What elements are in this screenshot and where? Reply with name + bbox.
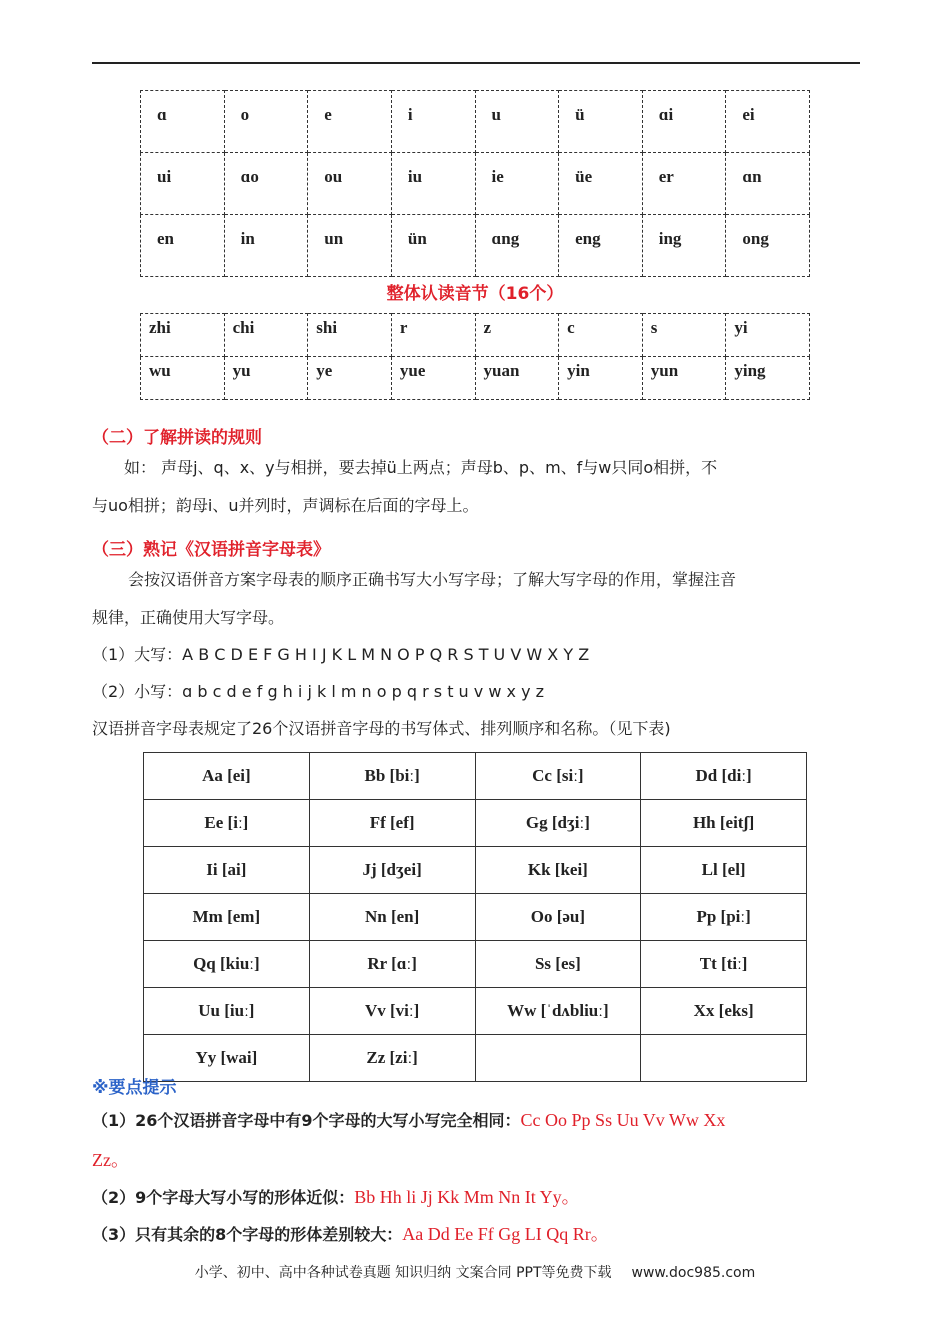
finals-cell: er	[642, 153, 726, 215]
alphabet-body	[144, 753, 807, 1082]
syllable-cell: zhi	[141, 314, 225, 357]
syllable-cell: s	[642, 314, 726, 357]
alphabet-cell: Ee [iː]	[144, 800, 310, 847]
alphabet-cell: Nn [en]	[309, 894, 475, 941]
alphabet-row	[144, 847, 807, 894]
section3-line1: 会按汉语併音方案字母表的顺序正确书写大小写字母；了解大写字母的作用，掌握注音	[128, 570, 737, 589]
alphabet-cell: Xx [eks]	[641, 988, 807, 1035]
alphabet-cell: Zz [ziː]	[309, 1035, 475, 1082]
header-rule	[92, 62, 860, 64]
section2-heading: （二）了解拼读的规则	[92, 428, 262, 448]
alphabet-row	[144, 753, 807, 800]
syllable-cell: yuan	[475, 357, 559, 400]
finals-row	[141, 215, 810, 277]
finals-cell: in	[224, 215, 308, 277]
alphabet-cell: Uu [iuː]	[144, 988, 310, 1035]
syllable-cell: chi	[224, 314, 308, 357]
alphabet-cell	[641, 1035, 807, 1082]
alphabet-cell: Gg [dʒiː]	[475, 800, 641, 847]
footer-url[interactable]: www.doc985.com	[631, 1265, 756, 1281]
alphabet-cell: Ss [es]	[475, 941, 641, 988]
finals-cell: iu	[391, 153, 475, 215]
alphabet-cell: Aa [ei]	[144, 753, 310, 800]
finals-cell: üe	[559, 153, 643, 215]
finals-cell: u	[475, 91, 559, 153]
section3-line2: 规律，正确使用大写字母。	[92, 608, 285, 627]
finals-cell: ɑi	[642, 91, 726, 153]
lowercase-line: （2）小写：ɑ b c d e f g h i j k l m n o p q r s t u v w x y z	[92, 682, 545, 701]
alphabet-row	[144, 988, 807, 1035]
alphabet-row	[144, 1035, 807, 1082]
finals-row	[141, 91, 810, 153]
finals-cell: un	[308, 215, 392, 277]
alphabet-cell: Hh [eitʃ]	[641, 800, 807, 847]
section3-heading: （三）熟记《汉语拼音字母表》	[92, 540, 330, 560]
syllables-title: 整体认读音节（16个）	[386, 284, 564, 304]
alphabet-row	[144, 941, 807, 988]
syllable-cell: yue	[391, 357, 475, 400]
alphabet-cell: Oo [əu]	[475, 894, 641, 941]
tip-1-value: Cc Oo Pp Ss Uu Vv Ww Xx	[520, 1110, 726, 1130]
syllable-cell: shi	[308, 314, 392, 357]
finals-row	[141, 153, 810, 215]
alphabet-cell: Ww [ˈdʌbliuː]	[475, 988, 641, 1035]
tips-heading: ※要点提示	[92, 1078, 177, 1098]
tip-3	[92, 1220, 609, 1246]
alphabet-cell: Vv [viː]	[309, 988, 475, 1035]
alphabet-cell: Mm [em]	[144, 894, 310, 941]
tip-1	[92, 1108, 725, 1131]
syllable-cell: yun	[642, 357, 726, 400]
finals-cell: ɑo	[224, 153, 308, 215]
tip-1-value-2: Zz。	[92, 1150, 129, 1170]
finals-table	[140, 90, 810, 277]
tip-1-continued	[92, 1146, 129, 1172]
alphabet-row	[144, 894, 807, 941]
syllable-cell: ying	[726, 357, 810, 400]
syllable-cell: z	[475, 314, 559, 357]
syllables-table	[140, 313, 810, 400]
finals-cell: ün	[391, 215, 475, 277]
tip-2-value: Bb Hh li Jj Kk Mm Nn It Yy。	[354, 1187, 580, 1207]
footer-text: 小学、初中、高中各种试卷真题 知识归纳 文案合同 PPT等免费下载	[194, 1265, 612, 1281]
finals-cell: ui	[141, 153, 225, 215]
alphabet-cell	[475, 1035, 641, 1082]
tip-2-label: （2）9个字母大写小写的形体近似：	[92, 1188, 355, 1207]
finals-body	[141, 91, 810, 277]
alphabet-row	[144, 800, 807, 847]
alphabet-cell: Ff [ef]	[309, 800, 475, 847]
section2-line2: 与uo相拼；韵母i、u并列时，声调标在后面的字母上。	[92, 496, 479, 515]
finals-cell: ɑn	[726, 153, 810, 215]
syllable-cell: wu	[141, 357, 225, 400]
alphabet-cell: Qq [kiuː]	[144, 941, 310, 988]
alphabet-cell: Jj [dʒei]	[309, 847, 475, 894]
tip-1-label: （1）26个汉语拼音字母中有9个字母的大写小写完全相同：	[92, 1111, 521, 1130]
alphabet-cell: Dd [diː]	[641, 753, 807, 800]
section2-line1: 如： 声母j、q、x、y与相拼，要去掉ü上两点；声母b、p、m、f与w只同o相拼，不	[124, 458, 718, 477]
alphabet-cell: Pp [piː]	[641, 894, 807, 941]
finals-cell: en	[141, 215, 225, 277]
syllable-cell: yi	[726, 314, 810, 357]
tip-3-value: Aa Dd Ee Ff Gg LI Qq Rr。	[402, 1224, 609, 1244]
syllable-cell: r	[391, 314, 475, 357]
finals-cell: eng	[559, 215, 643, 277]
tip-3-label: （3）只有其余的8个字母的形体差别较大：	[92, 1225, 403, 1244]
syllables-row	[141, 357, 810, 400]
finals-cell: o	[224, 91, 308, 153]
alphabet-cell: Cc [siː]	[475, 753, 641, 800]
uppercase-line: （1）大写：A B C D E F G H I J K L M N O P Q R S T U V W X Y Z	[92, 645, 590, 664]
alphabet-cell: Kk [kei]	[475, 847, 641, 894]
alphabet-cell: Yy [wai]	[144, 1035, 310, 1082]
alphabet-table	[143, 752, 807, 1082]
finals-cell: i	[391, 91, 475, 153]
finals-cell: ü	[559, 91, 643, 153]
finals-cell: ing	[642, 215, 726, 277]
syllable-cell: yu	[224, 357, 308, 400]
alphabet-cell: Bb [biː]	[309, 753, 475, 800]
alphabet-cell: Ll [el]	[641, 847, 807, 894]
tip-2	[92, 1183, 580, 1209]
finals-cell: ɑ	[141, 91, 225, 153]
syllable-cell: ye	[308, 357, 392, 400]
syllable-cell: yin	[559, 357, 643, 400]
syllable-cell: c	[559, 314, 643, 357]
finals-cell: ei	[726, 91, 810, 153]
finals-cell: e	[308, 91, 392, 153]
syllables-body	[141, 314, 810, 400]
syllables-row	[141, 314, 810, 357]
footer	[0, 1262, 950, 1282]
alphabet-cell: Tt [tiː]	[641, 941, 807, 988]
alphabet-cell: Ii [ai]	[144, 847, 310, 894]
finals-cell: ou	[308, 153, 392, 215]
finals-cell: ong	[726, 215, 810, 277]
alphabet-cell: Rr [ɑː]	[309, 941, 475, 988]
alphabet-intro: 汉语拼音字母表规定了26个汉语拼音字母的书写体式、排列顺序和名称。（见下表)	[92, 719, 671, 738]
finals-cell: ie	[475, 153, 559, 215]
finals-cell: ɑng	[475, 215, 559, 277]
